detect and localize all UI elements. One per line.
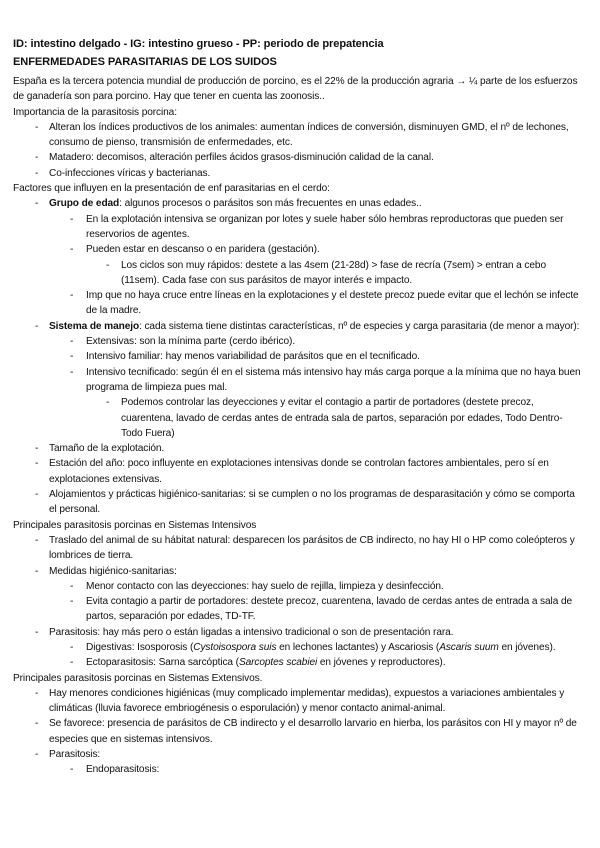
factors-title: Factores que influyen en la presentación de enf parasitarias en el cerdo: [13, 183, 330, 195]
list-item: - Co-infecciones víricas y bacterianas. [35, 167, 211, 179]
intro-paragraph: España es la tercera potencia mundial de producción de porcino, es el 22% de la producción agraria → ¼ parte de los esfuerzos de ganadería son para porcino. Hay que tener en cuenta las zoonosis.. [13, 76, 578, 103]
list-item: - Pueden estar en descanso o en paridera (gestación). [70, 244, 320, 256]
list-item-age-group: - Grupo de edad: algunos procesos o parásitos son más frecuentes en unas edades.. [35, 198, 422, 210]
list-item-digestive: - Digestivas: Isosporosis (Cystoisospora suis en lechones lactantes) y Ascariosis (Ascaris suum en jóvenes). [70, 641, 556, 653]
list-item: - Intensivo familiar: hay menos variabilidad de parásitos que en el tecnificado. [70, 351, 420, 363]
list-item: - Tamaño de la explotación. [35, 443, 165, 455]
list-item: - Estación del año: poco influyente en explotaciones intensivas donde se controlan factores ambientales, pero sí en explotaciones extensivas. [35, 458, 549, 485]
list-item-ecto: - Ectoparasitosis: Sarna sarcóptica (Sarcoptes scabiei en jóvenes y reproductores). [70, 657, 446, 669]
extensive-title: Principales parasitosis porcinas en Sistemas Extensivos. [13, 672, 263, 684]
list-item: - Medidas higiénico-sanitarias: [35, 565, 177, 577]
heading-abbreviations: ID: intestino delgado - IG: intestino grueso - PP: periodo de prepatencia [13, 38, 384, 50]
list-item: - Parasitosis: [35, 749, 101, 761]
list-item: - Podemos controlar las deyecciones y evitar el contagio a partir de portadores (destete precoz, cuarentena, lavado de cerdas antes de entrada sala de partos, separación por edades, Todo Dentro-Todo Fuera) [106, 397, 563, 439]
list-item: - Los ciclos son muy rápidos: destete a las 4sem (21-28d) > fase de recría (7sem) > entran a cebo (11sem). Cada fase con sus parásitos de mayor interés e impacto. [106, 259, 546, 286]
list-item: - En la explotación intensiva se organizan por lotes y suele haber sólo hembras reproductoras que pueden ser reservorios de agentes. [70, 213, 564, 240]
list-item: - Menor contacto con las deyecciones: hay suelo de rejilla, limpieza y desinfección. [70, 580, 444, 592]
list-item: - Traslado del animal de su hábitat natural: desparecen los parásitos de CB indirecto, no hay HI o HP como coleópteros y lombrices de tierra. [35, 534, 575, 562]
list-item: - Parasitosis: hay más pero o están ligadas a intensivo tradicional o son de presentación rara. [35, 626, 454, 638]
list-item: - Alojamientos y prácticas higiénico-sanitarias: si se cumplen o no los programas de desparasitación y cómo se comporta el personal. [35, 489, 575, 516]
intensive-title: Principales parasitosis porcinas en Sistemas Intensivos [13, 519, 257, 531]
list-item: - Imp que no haya cruce entre líneas en la explotaciones y el destete precoz puede evitar que el lechón se infecte de la madre. [70, 290, 579, 317]
list-item: - Hay menores condiciones higiénicas (muy complicado implementar medidas), expuestos a variaciones ambientales y climáticas (lluvia favorece embriogénesis o esporulación) y menor contacto animal-animal. [35, 687, 565, 715]
list-item-management: - Sistema de manejo: cada sistema tiene distintas características, nº de especies y carga parasitaria (de menor a mayor): [35, 320, 580, 332]
list-item: - Endoparasitosis: [70, 764, 160, 776]
list-item: - Extensivas: son la mínima parte (cerdo ibérico). [70, 336, 296, 348]
list-item: - Se favorece: presencia de parásitos de CB indirecto y el desarrollo larvario en hierba, los parásitos con HI y mayor nº de especies que en sistemas intensivos. [35, 718, 577, 745]
list-item: - Matadero: decomisos, alteración perfiles ácidos grasos-disminución calidad de la canal. [35, 152, 434, 164]
heading-title: ENFERMEDADES PARASITARIAS DE LOS SUIDOS [13, 55, 277, 68]
list-item: - Alteran los índices productivos de los animales: aumentan índices de conversión, disminuyen GMD, el nº de lechones, consumo de pienso, transmisión de enfermedades, etc. [35, 121, 569, 149]
importance-title: Importancia de la parasitosis porcina: [13, 106, 177, 118]
list-item: - Evita contagio a partir de portadores: destete precoz, cuarentena, lavado de cerdas antes de entrada a sala de partos, separación por edades, TD-TF. [70, 596, 573, 623]
list-item: - Intensivo tecnificado: según él en el sistema más intensivo hay más carga porque a la mínima que no haya buen programa de limpieza pues mal. [70, 366, 581, 393]
